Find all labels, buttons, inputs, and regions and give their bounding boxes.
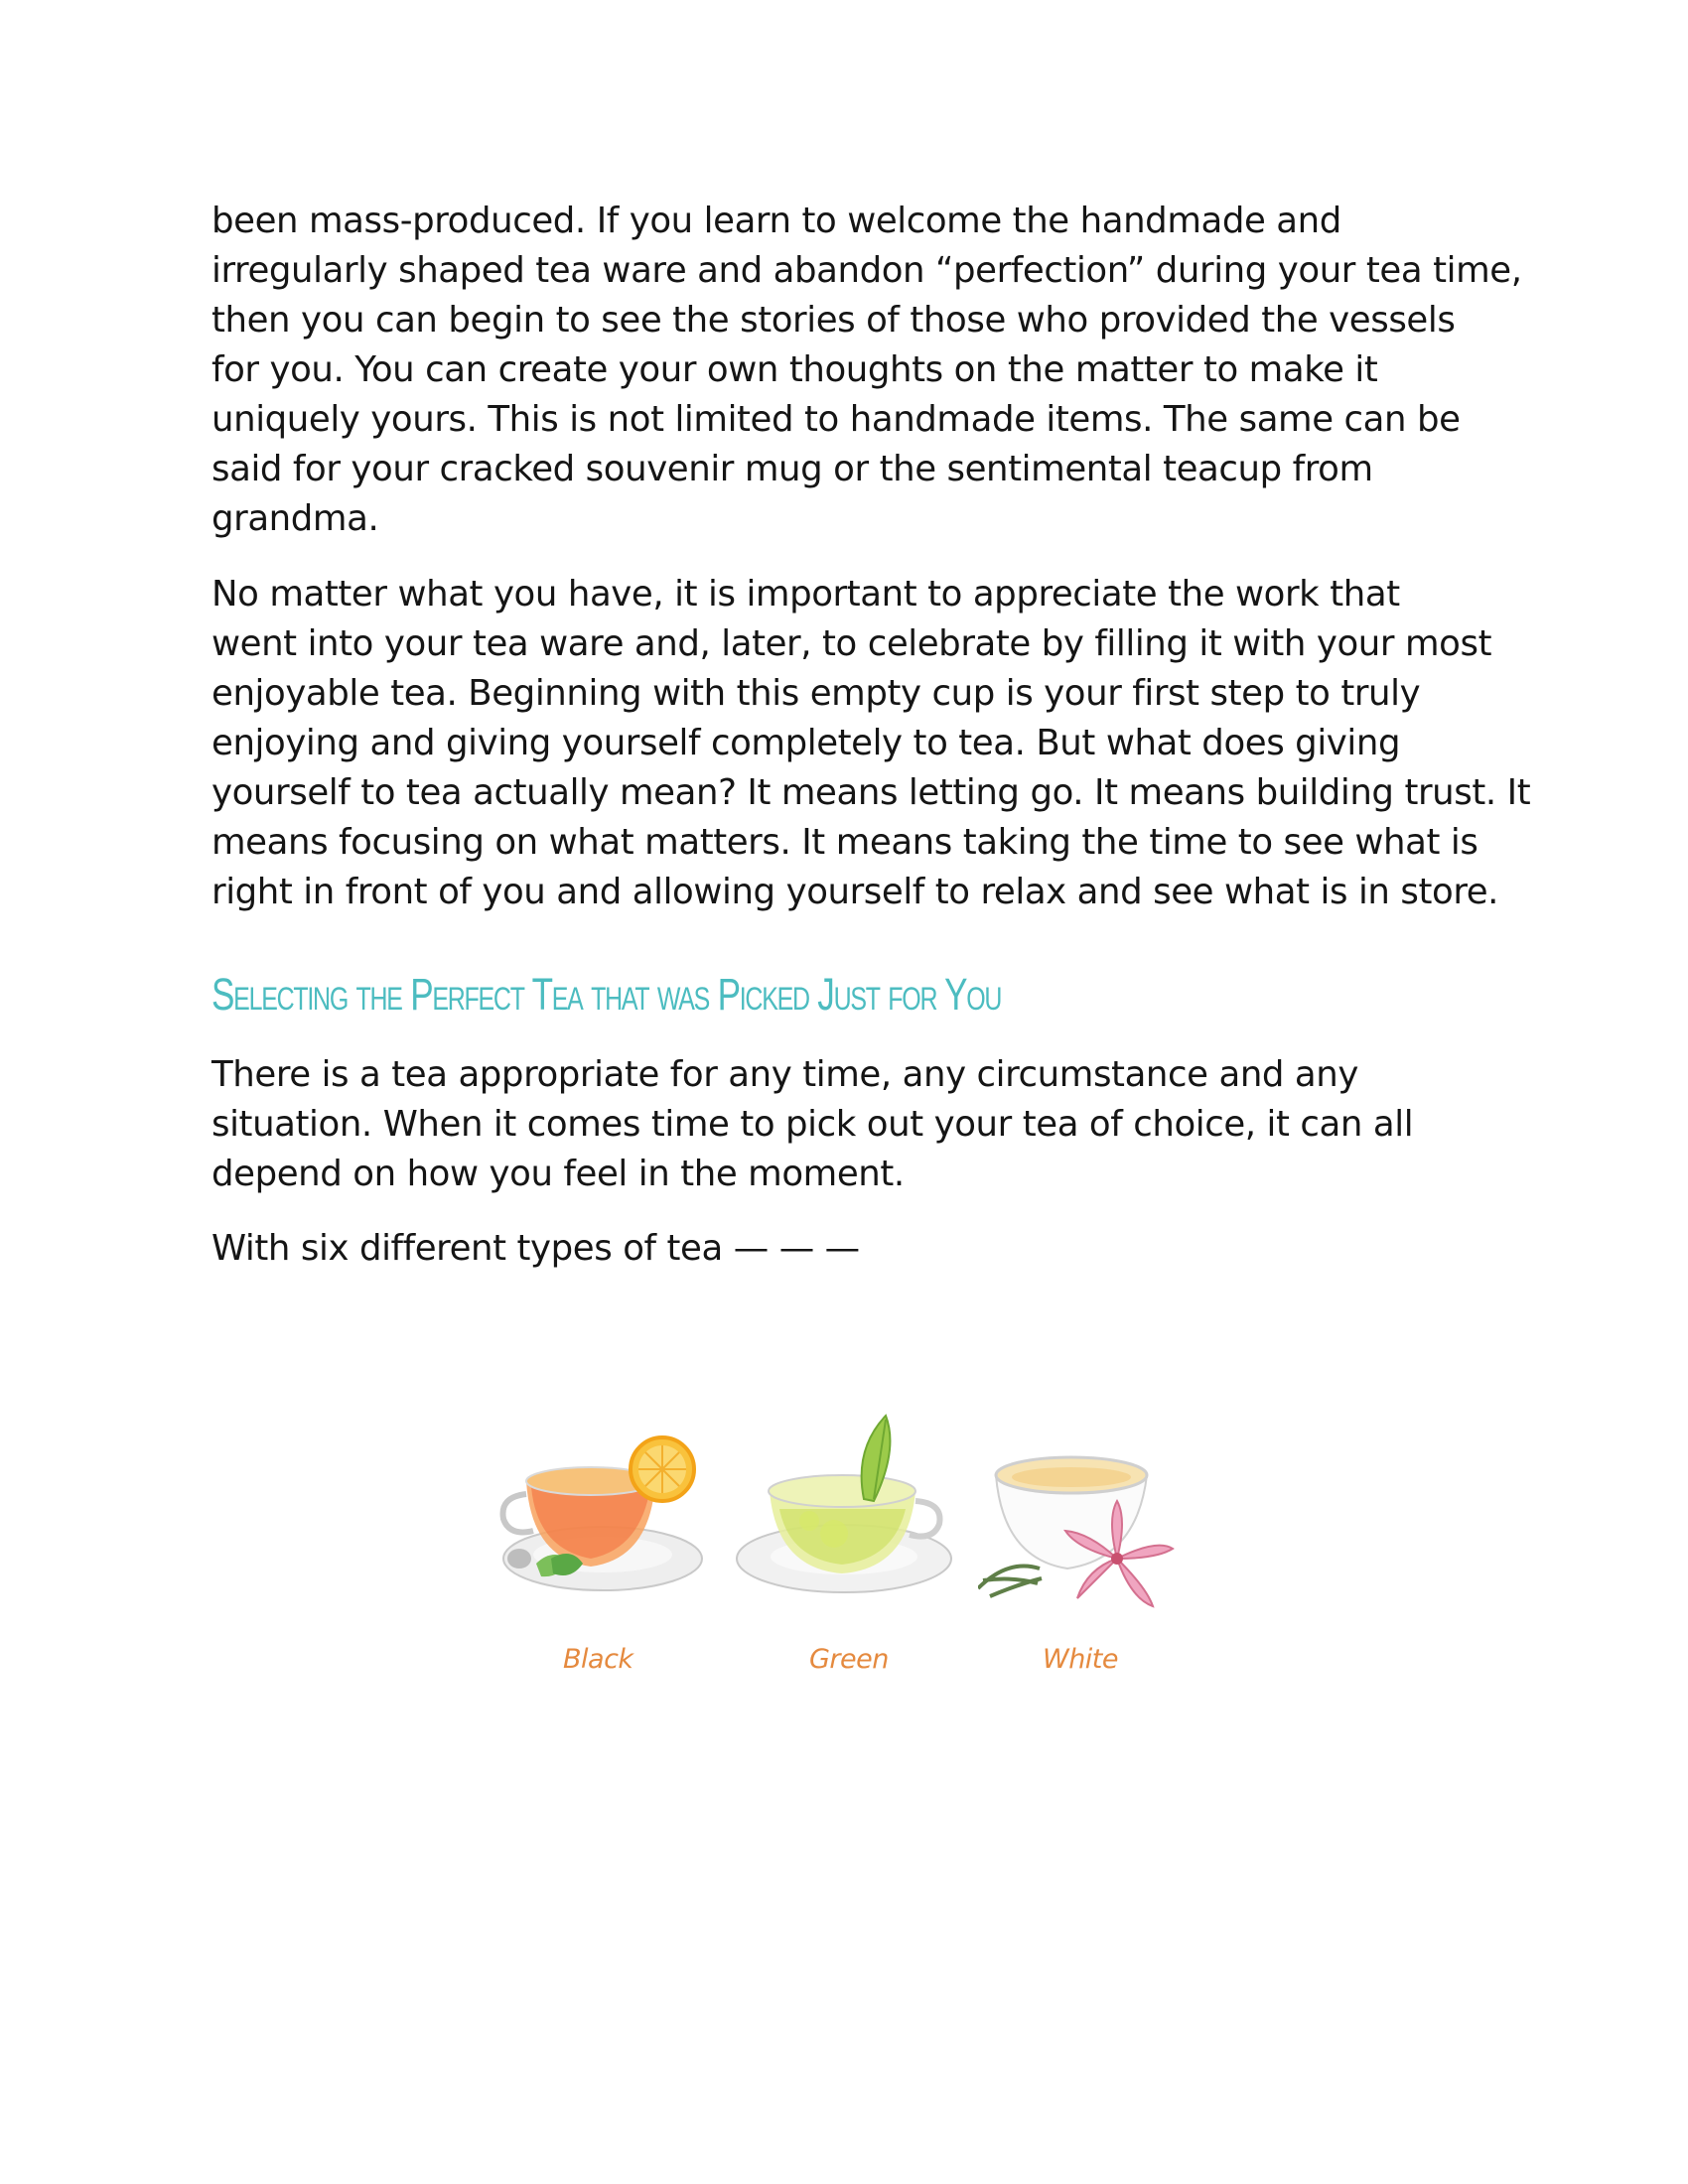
text-line: situation. When it comes time to pick out your tea of choice, it can all	[211, 1104, 1414, 1145]
text-line: With six different types of tea — — —	[211, 1228, 860, 1269]
white-tea-cup-icon	[978, 1410, 1187, 1648]
tea-item-green	[735, 1410, 963, 1648]
paragraph-appreciate-tea-ware	[211, 570, 1531, 917]
tea-item-white	[978, 1410, 1187, 1648]
tea-item-black	[492, 1410, 720, 1648]
text-line: yourself to tea actually mean? It means letting go. It means building trust. It	[211, 772, 1531, 813]
tea-types-illustration	[492, 1410, 1187, 1688]
text-line: There is a tea appropriate for any time, any circumstance and any	[211, 1054, 1358, 1095]
text-line: been mass-produced. If you learn to welcome the handmade and	[211, 201, 1341, 241]
text-line: uniquely yours. This is not limited to handmade items. The same can be	[211, 399, 1461, 440]
text-line: enjoying and giving yourself completely to tea. But what does giving	[211, 723, 1401, 763]
text-line: right in front of you and allowing yourself to relax and see what is in store.	[211, 872, 1499, 912]
paragraph-handmade-tea-ware	[211, 197, 1522, 544]
text-line: depend on how you feel in the moment.	[211, 1154, 905, 1194]
black-tea-cup-icon	[492, 1410, 720, 1648]
text-line: said for your cracked souvenir mug or the sentimental teacup from	[211, 449, 1373, 489]
text-line: grandma.	[211, 498, 379, 539]
tea-label-white: White	[1043, 1644, 1119, 1675]
text-line: enjoyable tea. Beginning with this empty cup is your first step to truly	[211, 673, 1421, 714]
paragraph-tea-for-any-time	[211, 1050, 1492, 1199]
green-tea-cup-icon	[735, 1410, 963, 1648]
tea-label-green: Green	[809, 1644, 889, 1675]
tea-label-black: Black	[563, 1644, 633, 1675]
text-line: No matter what you have, it is important to appreciate the work that	[211, 574, 1400, 614]
text-line: for you. You can create your own thoughts on the matter to make it	[211, 349, 1378, 390]
section-heading: Selecting the Perfect Tea that was Picked Just for You	[211, 969, 1002, 1020]
paragraph-six-tea-types	[211, 1224, 1492, 1274]
text-line: went into your tea ware and, later, to celebrate by filling it with your most	[211, 623, 1492, 664]
text-line: means focusing on what matters. It means taking the time to see what is	[211, 822, 1478, 863]
text-line: irregularly shaped tea ware and abandon “perfection” during your tea time,	[211, 250, 1522, 291]
text-line: then you can begin to see the stories of those who provided the vessels	[211, 300, 1456, 341]
